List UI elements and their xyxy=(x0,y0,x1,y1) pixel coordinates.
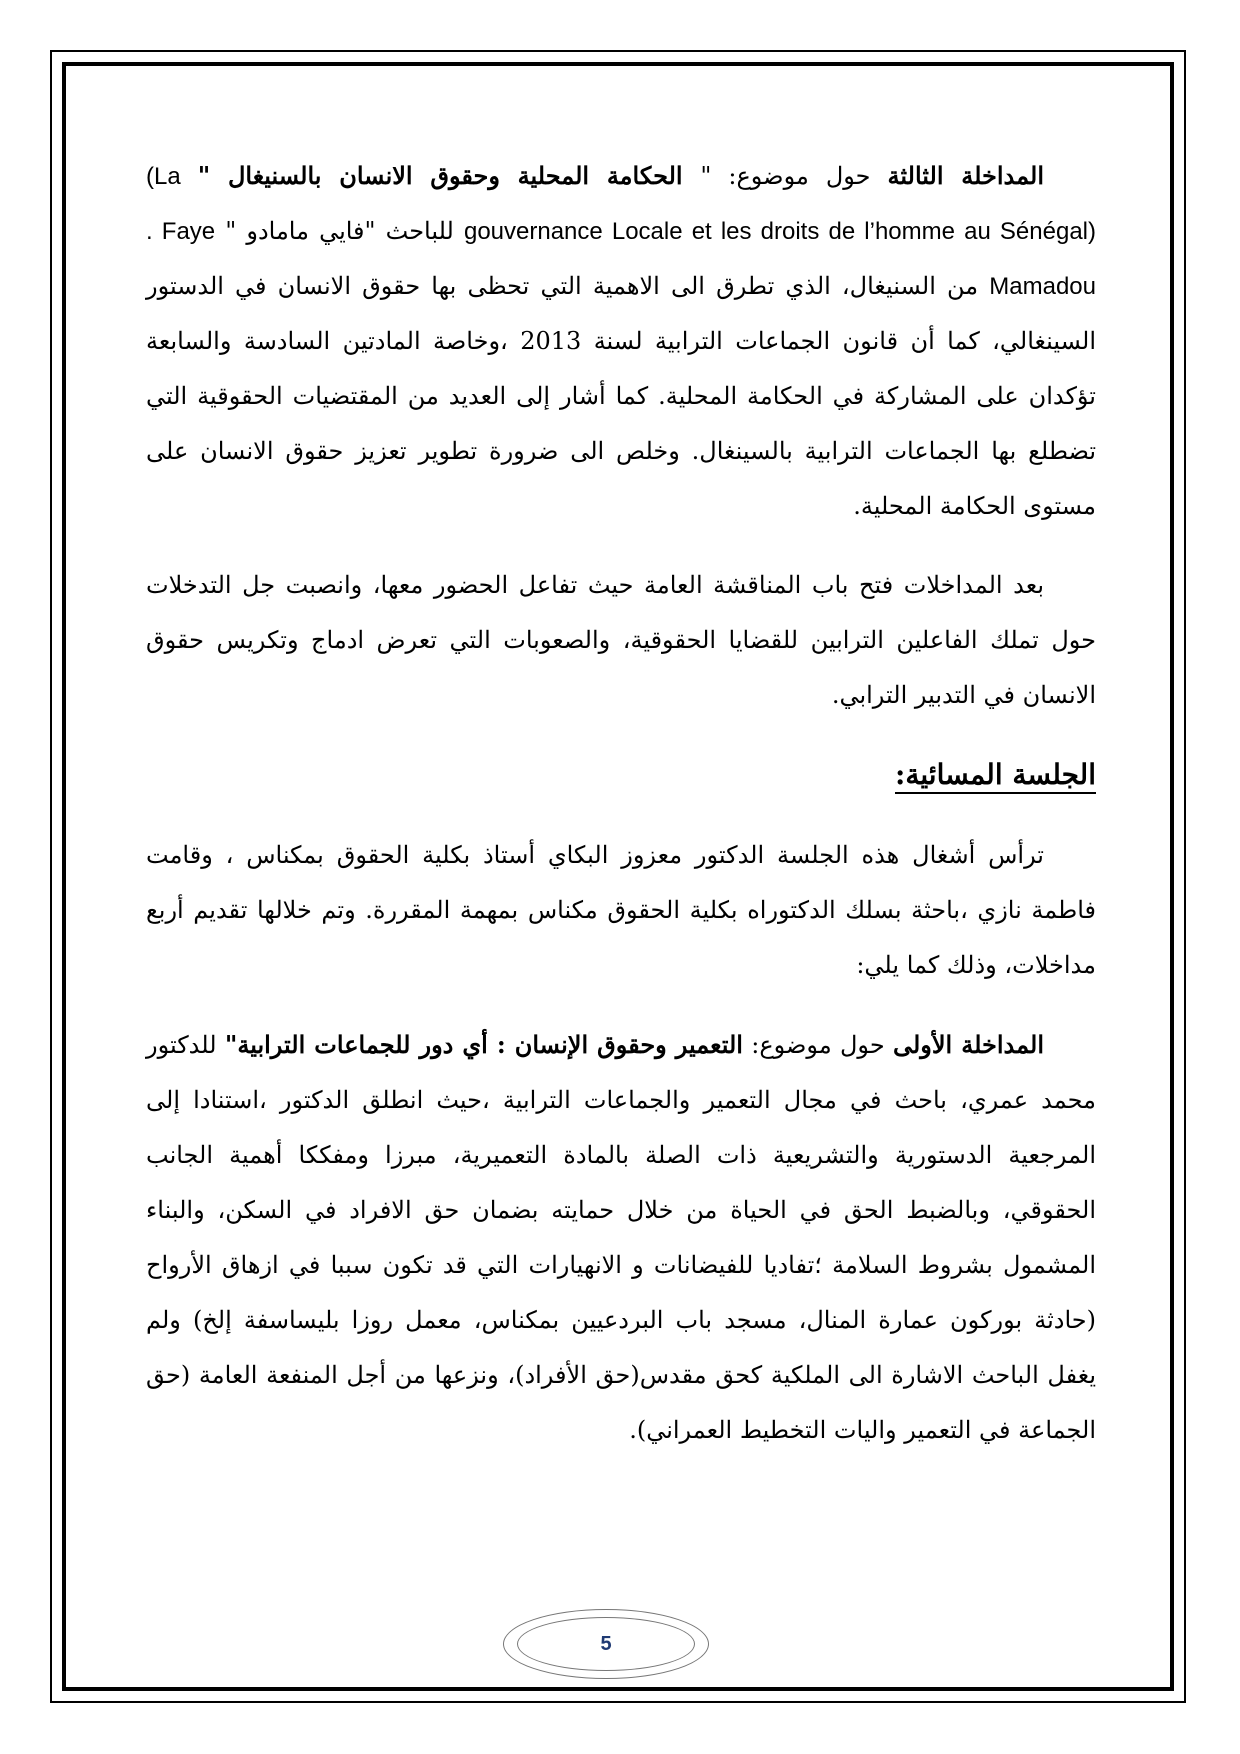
paragraph-first-intervention xyxy=(146,1017,1096,1458)
section-heading-evening-session: الجلسة المسائية: xyxy=(895,758,1096,791)
intervention-connector: حول موضوع: " xyxy=(700,162,888,190)
intervention-label: المداخلة الثالثة xyxy=(887,161,1044,190)
researcher-name-latin: . Faye Mamadou xyxy=(146,218,1096,300)
paragraph-text: للدكتور محمد عمري، باحث في مجال التعمير والجماعات الترابية ،حيث انطلق الدكتور ،استنادا إلى المرجعية الدستورية والتشريعية ذات الصلة بالمادة التعميرية، مبرزا ومفككا أهمية الجانب الحقوقي، وبالضبط الحق في الحياة من خلال حمايته بضمان حق الافراد في السكن، والبناء المشمول بشروط السلامة ؛تفاديا للفيضانات و الانهيارات التي قد تكون سببا في ازهاق الأرواح (حادثة بوركون عمارة المنال، مسجد باب البردعيين بمكناس، معمل روزا بليساسفة إلخ) ولم يغفل الباحث الاشارة الى الملكية كحق مقدس(حق الأفراد)، ونزعها من أجل المنفعة العامة (حق الجماعة في التعمير واليات التخطيط العمراني). xyxy=(146,1031,1097,1444)
french-title: (La gouvernance Locale et les droits de l’homme au Sénégal) xyxy=(146,163,1096,245)
paragraph-discussion: بعد المداخلات فتح باب المناقشة العامة حيث تفاعل الحضور معها، وانصبت جل التدخلات حول تملك الفاعلين الترابين للقضايا الحقوقية، والصعوبات التي تعرض ادماج وتكريس حقوق الانسان في التدبير الترابي. xyxy=(146,571,1096,709)
page-number-badge xyxy=(503,1609,709,1679)
document-body xyxy=(146,148,1096,1482)
paragraph-text: من السنيغال، الذي تطرق الى الاهمية التي تحظى بها حقوق الانسان في الدستور السينغالي، كما أن قانون الجماعات الترابية لسنة 2013 ،وخاصة المادتين السادسة والسابعة تؤكدان على المشاركة في الحكامة المحلية. كما أشار إلى العديد من المقتضيات الحقوقية التي تضطلع بها الجماعات الترابية بالسينغال. وخلص الى ضرورة تطوير تعزيز حقوق الانسان على مستوى الحكامة المحلية. xyxy=(146,272,1097,520)
intervention-topic: الحكامة المحلية وحقوق الانسان بالسنيغال xyxy=(227,161,701,190)
intervention-topic: التعمير وحقوق الإنسان : أي دور للجماعات الترابية" xyxy=(224,1030,743,1059)
paragraph-text: للباحث "فايي مامادو " xyxy=(215,217,464,245)
paragraph-session-chair: ترأس أشغال هذه الجلسة الدكتور معزوز البكاي أستاذ بكلية الحقوق بمكناس ، وقامت فاطمة نازي ،باحثة بسلك الدكتوراه بكلية الحقوق مكناس بمهمة المقررة. وتم خلالها تقديم أربع مداخلات، وذلك كما يلي: xyxy=(146,841,1096,979)
page-number: 5 xyxy=(600,1633,612,1655)
intervention-connector: حول موضوع: xyxy=(742,1031,893,1059)
intervention-label: المداخلة الأولى xyxy=(892,1030,1045,1059)
paragraph-third-intervention xyxy=(146,148,1096,534)
quote-close: " xyxy=(197,161,228,190)
